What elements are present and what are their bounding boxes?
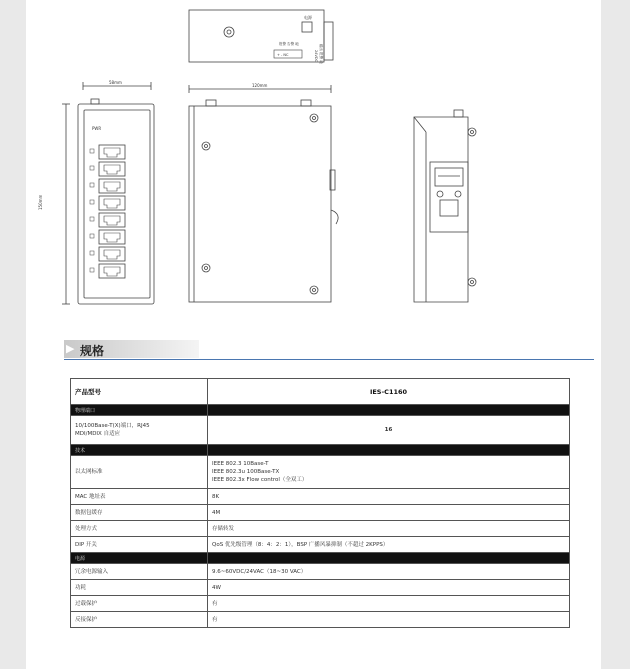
spec-row-label (71, 596, 208, 612)
spec-section-title: 物理端口 (71, 405, 208, 416)
spec-label-line: MDI/MDIX 自适应 (75, 431, 121, 437)
led-indicator (90, 149, 94, 153)
spec-section-fill (208, 553, 570, 564)
spec-section-header (64, 340, 594, 362)
spec-row-label (71, 416, 208, 445)
spec-row-label (71, 580, 208, 596)
spec-row-label (71, 505, 208, 521)
section-underline (64, 359, 594, 360)
spec-row (71, 416, 570, 445)
spec-row (71, 505, 570, 521)
spec-label-line: 10/100Base-T(X)端口，RJ45 (75, 423, 150, 429)
rj45-socket (104, 216, 120, 225)
spec-value-line: IEEE 802.3x Flow control（全双工） (212, 477, 308, 483)
model-label: 产品型号 (71, 379, 208, 405)
spec-row-value (208, 596, 570, 612)
spec-section-fill (208, 405, 570, 416)
top-view-label-1: 电源 (304, 15, 312, 20)
led-indicator (90, 217, 94, 221)
led-indicator (90, 183, 94, 187)
rj45-socket (104, 250, 120, 259)
panel-label: PWR (92, 126, 102, 131)
spec-row (71, 612, 570, 628)
front-width-label: 58mm (109, 80, 122, 85)
spec-row (71, 521, 570, 537)
technical-drawings (26, 0, 601, 320)
spec-value-line: 有 (212, 616, 218, 623)
spec-label-line: 过载保护 (75, 600, 98, 607)
spec-row-value (208, 521, 570, 537)
spec-row (71, 596, 570, 612)
spec-section-title: 电源 (71, 553, 208, 564)
spec-label-line: 功耗 (75, 584, 87, 591)
side-width-label: 120mm (252, 83, 268, 88)
spec-row (71, 564, 570, 580)
spec-value-line: 存储转发 (212, 525, 235, 532)
spec-label-line: MAC 地址表 (75, 493, 106, 500)
spec-row-label (71, 521, 208, 537)
spec-value-line: 有 (212, 600, 218, 607)
spec-row-value (208, 456, 570, 489)
spec-value-line: 16 (384, 427, 393, 433)
spec-label-line: 以太网标准 (75, 469, 103, 475)
spec-label-line: 反接保护 (75, 616, 98, 623)
spec-value-line: QoS 优先级管理（8：4：2：1），BSP 广播风暴抑制（不超过 2KPPS） (212, 541, 389, 548)
spec-row-value (208, 612, 570, 628)
spec-row-label (71, 612, 208, 628)
spec-row-label (71, 537, 208, 553)
rj45-socket (104, 267, 120, 276)
spec-row (71, 537, 570, 553)
spec-label-line: 处理方式 (75, 525, 98, 532)
spec-label-line: 数据包缓存 (75, 509, 103, 516)
model-value: IES-C1160 (208, 379, 570, 405)
spec-row-value (208, 580, 570, 596)
top-view-label-5: + - NC (277, 53, 289, 57)
spec-row-value (208, 564, 570, 580)
spec-table (70, 378, 570, 628)
document-page (26, 0, 601, 669)
spec-value-line: 4M (212, 509, 221, 516)
rj45-socket (104, 182, 120, 191)
led-indicator (90, 234, 94, 238)
spec-section-row (71, 553, 570, 564)
chevron-right-icon: ▶ (66, 343, 75, 355)
section-title: 规格 (80, 344, 105, 358)
side-view-drawing (189, 85, 338, 302)
rj45-socket (104, 233, 120, 242)
rj45-port-group (90, 145, 125, 278)
led-indicator (90, 268, 94, 272)
top-view-label-2: 报警 告警 地 (279, 42, 299, 46)
spec-row (71, 580, 570, 596)
spec-section-row (71, 445, 570, 456)
rj45-socket (104, 199, 120, 208)
spec-row-value (208, 489, 570, 505)
spec-header-row (71, 379, 570, 405)
spec-label-line: DIP 开关 (75, 541, 97, 548)
spec-label-line: 冗余电源输入 (75, 568, 109, 575)
spec-row-label (71, 456, 208, 489)
top-view-label-3: 24VDC (314, 50, 318, 62)
spec-row-value (208, 416, 570, 445)
led-indicator (90, 251, 94, 255)
spec-row-label (71, 489, 208, 505)
led-indicator (90, 166, 94, 170)
top-view-label-4: 输出 报警 地 (319, 44, 323, 64)
led-indicator (90, 200, 94, 204)
spec-value-line: 8K (212, 493, 220, 500)
spec-section-title: 技术 (71, 445, 208, 456)
spec-row (71, 456, 570, 489)
spec-value-line: 9.6~60VDC/24VAC（18~30 VAC） (212, 568, 307, 575)
spec-row-label (71, 564, 208, 580)
spec-section-fill (208, 445, 570, 456)
spec-value-line: IEEE 802.3 10Base-T (212, 461, 269, 467)
spec-row (71, 489, 570, 505)
spec-value-line: 4W (212, 584, 221, 591)
spec-row-value (208, 537, 570, 553)
spec-section-row (71, 405, 570, 416)
spec-value-line: IEEE 802.3u 100Base-TX (212, 469, 280, 475)
rj45-socket (104, 165, 120, 174)
rj45-socket (104, 148, 120, 157)
height-label: 150mm (38, 194, 43, 210)
spec-row-value (208, 505, 570, 521)
rear-view-drawing (414, 110, 476, 302)
